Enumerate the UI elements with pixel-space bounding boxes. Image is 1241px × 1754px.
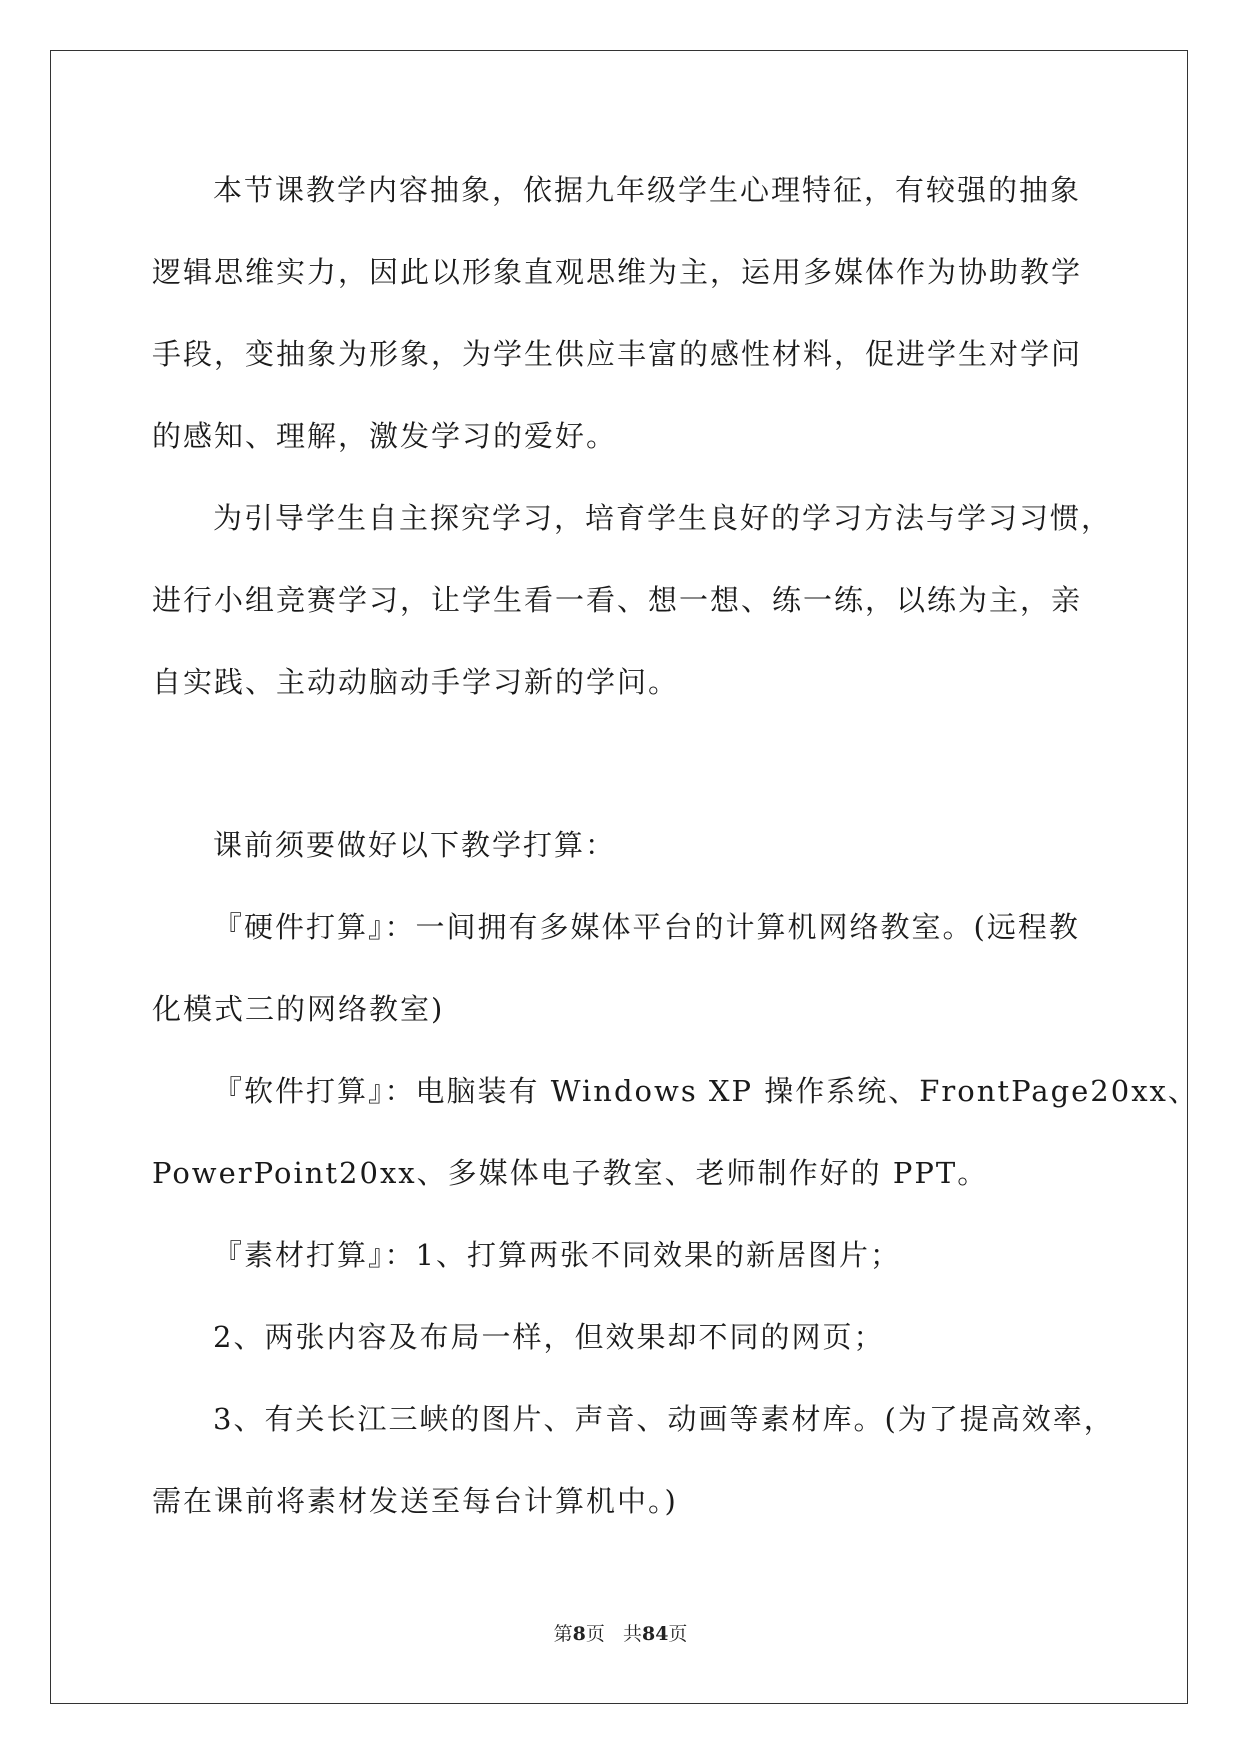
paragraph-line: 本节课教学内容抽象，依据九年级学生心理特征，有较强的抽象 (213, 173, 1082, 207)
total-pages: 84 (641, 1623, 669, 1645)
paragraph-line: 的感知、理解，激发学习的爱好。 (152, 419, 618, 453)
paragraph-line: 『素材打算』：1、打算两张不同效果的新居图片； (213, 1238, 901, 1272)
paragraph-line: 『软件打算』：电脑装有 Windows XP 操作系统、FrontPage20xx、 (213, 1074, 1199, 1108)
total-prefix: 共 (622, 1623, 642, 1645)
paragraph-line: 进行小组竞赛学习，让学生看一看、想一想、练一练，以练为主，亲 (152, 583, 1083, 617)
paragraph-line: 『硬件打算』：一间拥有多媒体平台的计算机网络教室。(远程教 (213, 910, 1080, 944)
page-suffix: 页 (585, 1623, 605, 1645)
paragraph-line: 手段，变抽象为形象，为学生供应丰富的感性材料，促进学生对学问 (152, 337, 1083, 371)
paragraph-line: 化模式三的网络教室) (152, 992, 445, 1026)
paragraph-line: 为引导学生自主探究学习，培育学生良好的学习方法与学习习惯， (213, 501, 1113, 535)
page-border (50, 50, 1199, 1704)
paragraph-line: 逻辑思维实力，因此以形象直观思维为主，运用多媒体作为协助教学 (152, 255, 1083, 289)
paragraph-line: 课前须要做好以下教学打算： (213, 828, 617, 862)
paragraph-line: PowerPoint20xx、多媒体电子教室、老师制作好的 PPT。 (152, 1156, 989, 1190)
paragraph-line: 3、有关长江三峡的图片、声音、动画等素材库。(为了提高效率， (213, 1402, 1115, 1436)
total-suffix: 页 (668, 1623, 688, 1645)
paragraph-line: 需在课前将素材发送至每台计算机中。) (152, 1484, 678, 1518)
paragraph-line: 自实践、主动动脑动手学习新的学问。 (152, 665, 680, 699)
page-footer (0, 1622, 1241, 1646)
page-prefix: 第 (553, 1623, 573, 1645)
paragraph-line: 2、两张内容及布局一样，但效果却不同的网页； (213, 1320, 885, 1354)
page-number: 8 (572, 1623, 586, 1645)
